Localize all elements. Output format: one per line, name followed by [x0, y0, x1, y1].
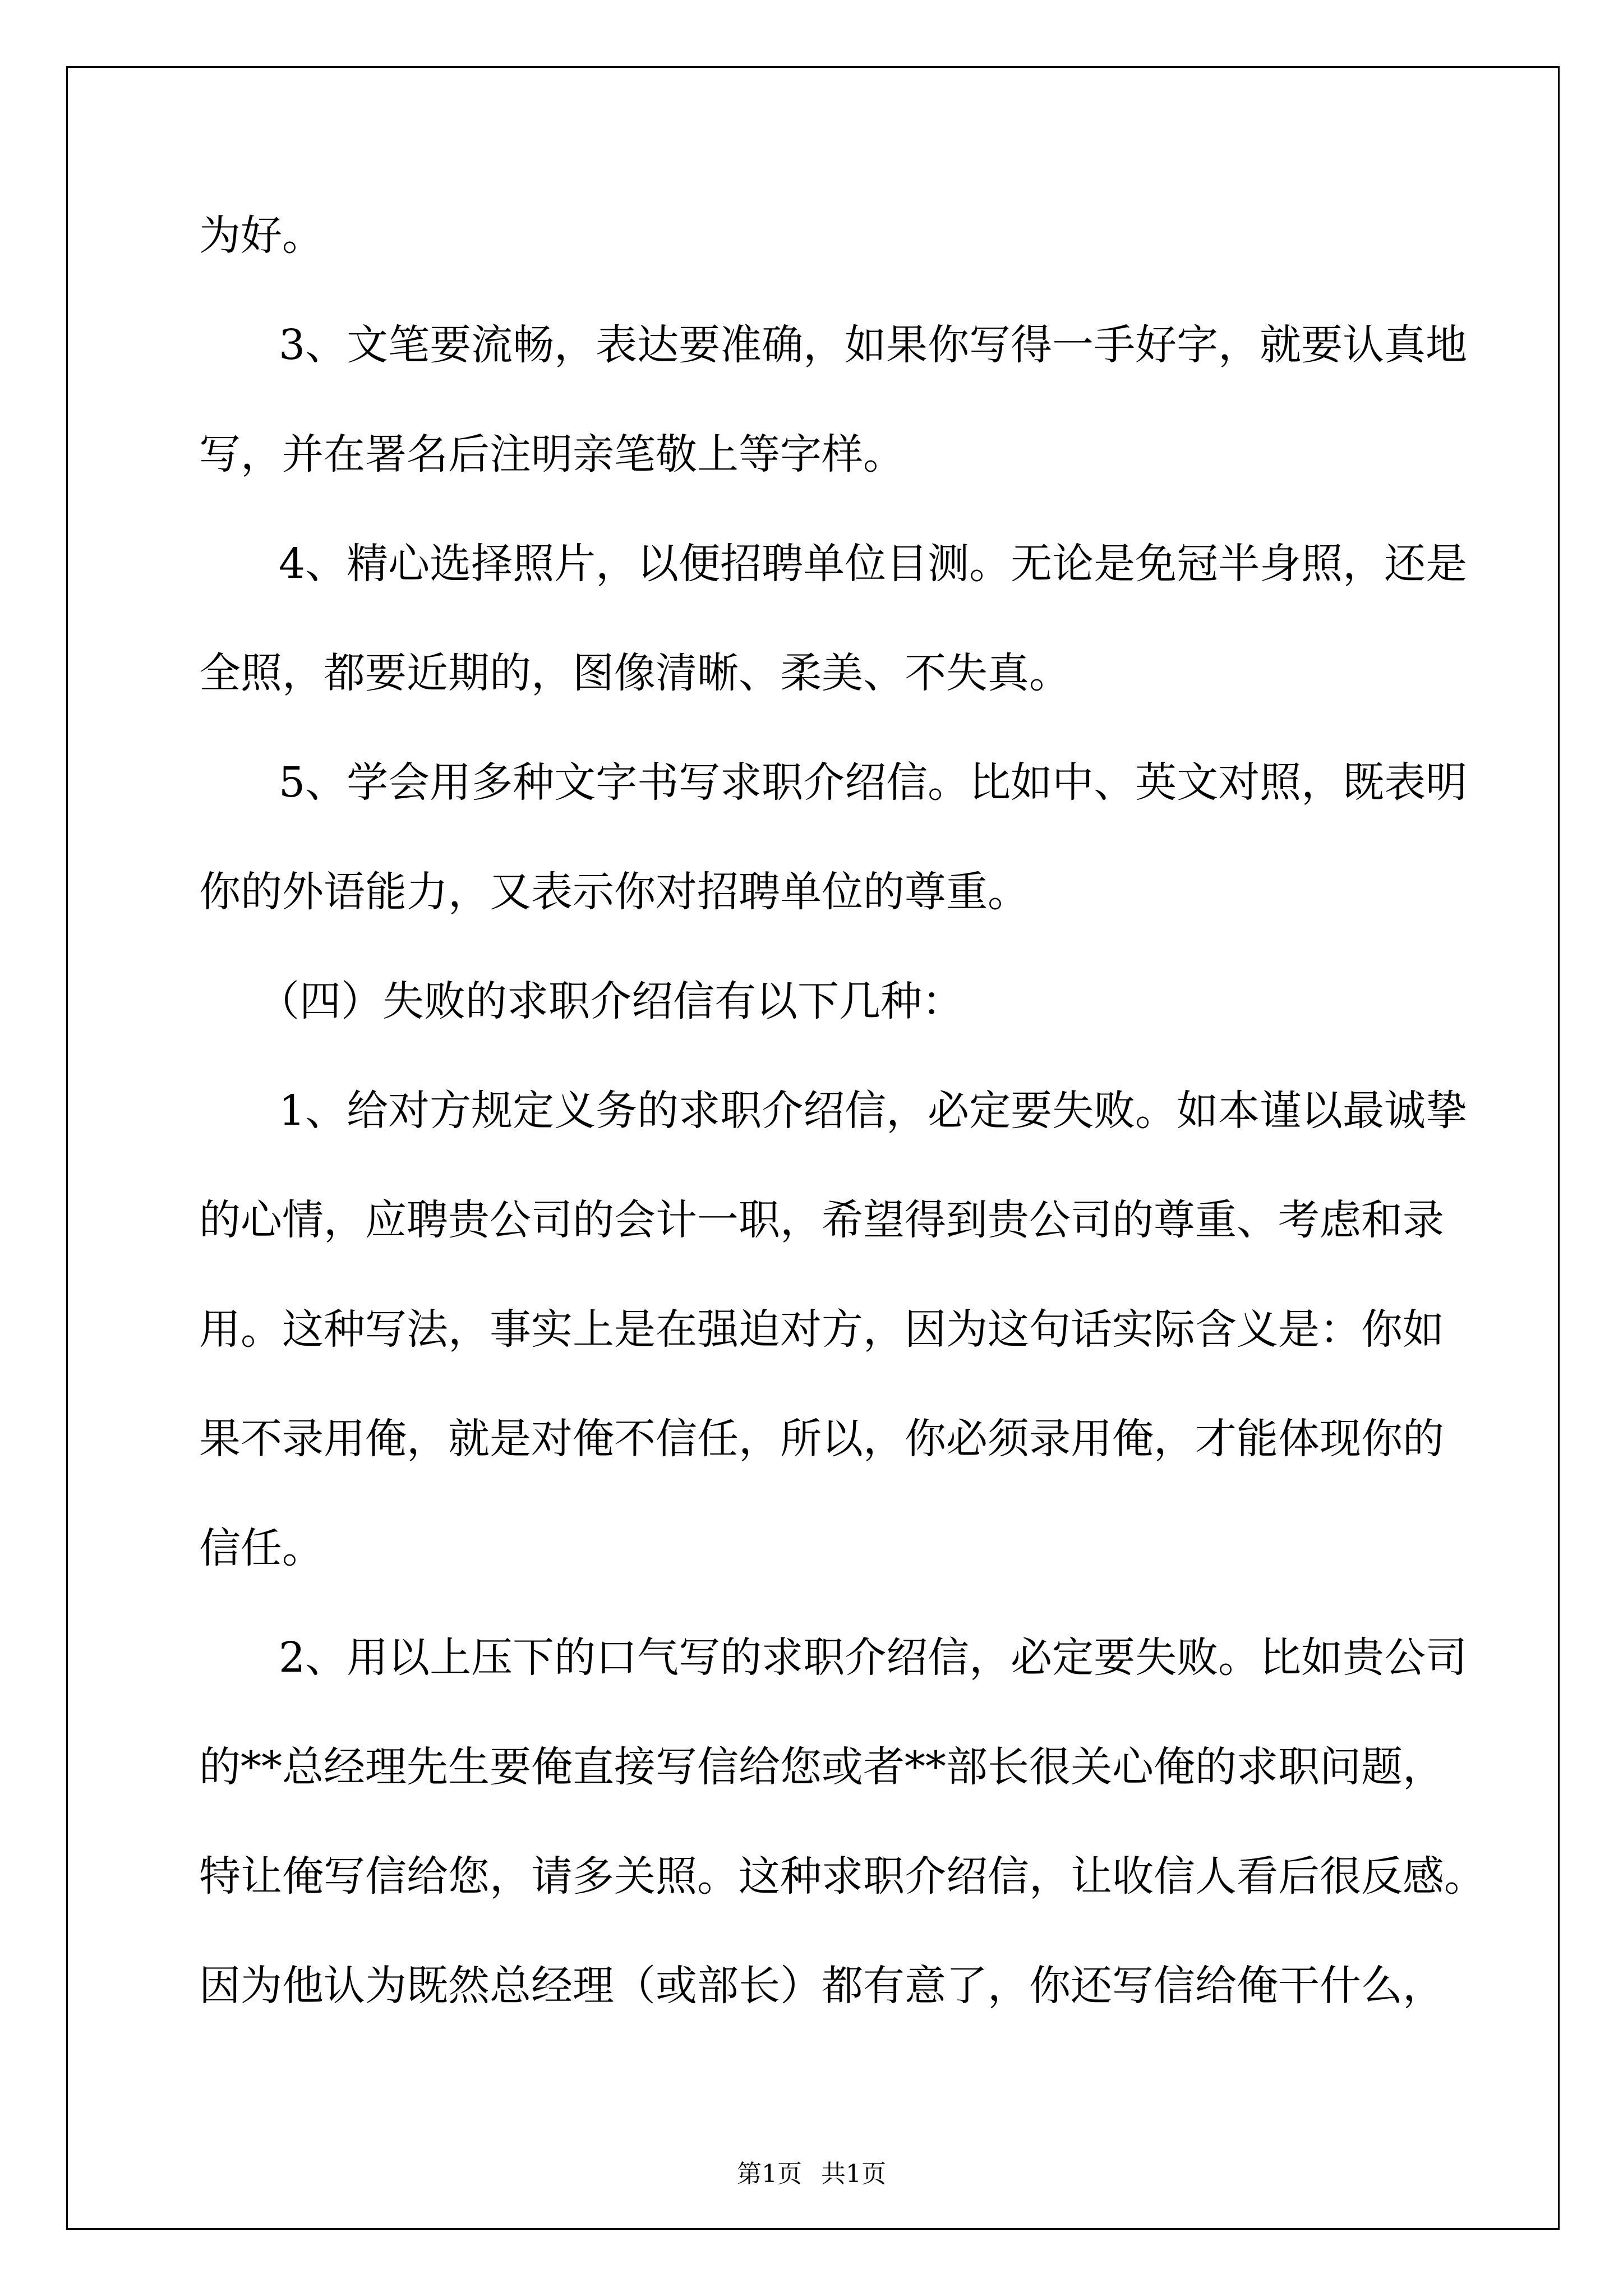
body-line: 2、用以上压下的口气写的求职介绍信，必定要失败。比如贵公司: [279, 1634, 1468, 1682]
page-total: 共1页: [821, 2160, 886, 2188]
page-number: 第1页: [737, 2160, 802, 2188]
body-line: 因为他认为既然总经理（或部长）都有意了，你还写信给俺干什么，: [199, 1962, 1444, 2010]
section-heading: （四）失败的求职介绍信有以下几种：: [258, 977, 963, 1025]
body-line: 的**总经理先生要俺直接写信给您或者**部长很关心俺的求职问题，: [199, 1743, 1444, 1791]
body-line: 写，并在署名后注明亲笔敬上等字样。: [199, 430, 905, 478]
body-line: 1、给对方规定义务的求职介绍信，必定要失败。如本谨以最诚挚: [279, 1087, 1468, 1135]
body-line: 果不录用俺，就是对俺不信任，所以，你必须录用俺，才能体现你的: [199, 1415, 1444, 1463]
page-footer: [0, 2159, 1623, 2190]
body-line: 全照，都要近期的，图像清晰、柔美、不失真。: [199, 649, 1071, 697]
body-line: 信任。: [199, 1524, 324, 1572]
body-line: 为好。: [199, 211, 324, 260]
body-line: 的心情，应聘贵公司的会计一职，希望得到贵公司的尊重、考虑和录: [199, 1196, 1444, 1244]
body-line: 用。这种写法，事实上是在强迫对方，因为这句话实际含义是：你如: [199, 1305, 1444, 1354]
body-line: 特让俺写信给您，请多关照。这种求职介绍信，让收信人看后很反感。: [199, 1852, 1486, 1901]
body-line: 5、学会用多种文字书写求职介绍信。比如中、英文对照，既表明: [279, 758, 1468, 807]
body-line: 3、文笔要流畅，表达要准确，如果你写得一手好字，就要认真地: [279, 321, 1468, 369]
page-border: [66, 66, 1560, 2230]
body-line: 4、精心选择照片，以便招聘单位目测。无论是免冠半身照，还是: [279, 540, 1468, 588]
body-line: 你的外语能力，又表示你对招聘单位的尊重。: [199, 868, 1029, 916]
